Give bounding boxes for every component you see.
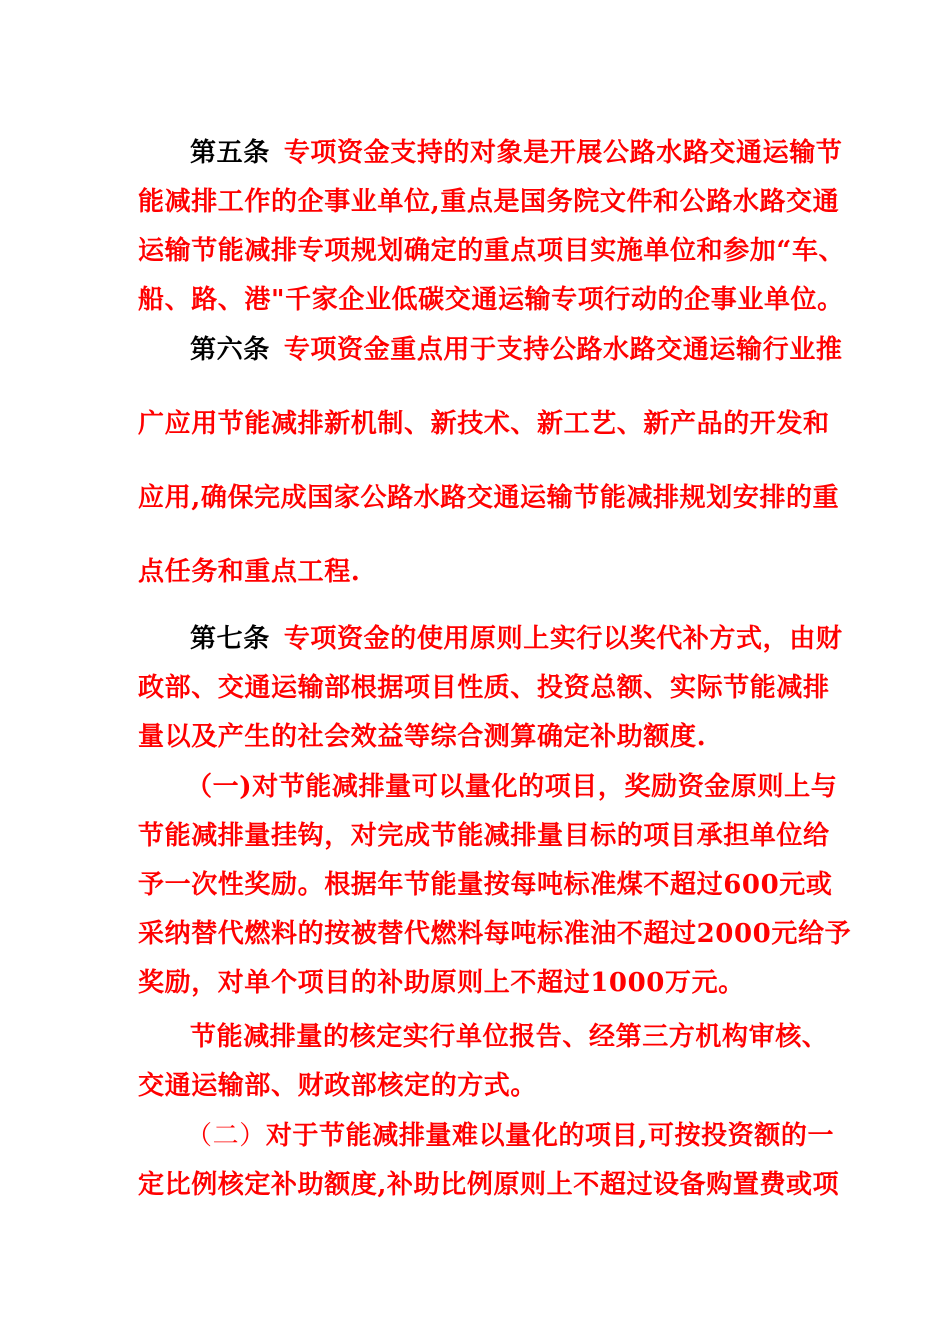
article7-line-3: 量以及产生的社会效益等综合测算确定补助额度. <box>138 722 707 752</box>
article5-line-3: 运输节能减排专项规划确定的重点项目实施单位和参加“车、 <box>138 236 846 266</box>
article7-label: 第七条 <box>190 624 270 654</box>
article5-text: 专项资金支持的对象是开展公路水路交通运输节 <box>283 138 843 168</box>
article6-label: 第六条 <box>190 335 270 365</box>
article5-line-1 <box>190 136 843 170</box>
article6-line-3: 应用,确保完成国家公路水路交通运输节能减排规划安排的重 <box>138 483 840 513</box>
article6-line-1 <box>190 333 843 367</box>
item1-line-2: 节能减排量挂钩，对完成节能减排量目标的项目承担单位给 <box>138 821 830 851</box>
article7-line-2: 政部、交通运输部根据项目性质、投资总额、实际节能减排 <box>138 673 830 703</box>
verification-line-2: 交通运输部、财政部核定的方式。 <box>138 1071 538 1101</box>
item2-prefix: （二） <box>186 1121 266 1151</box>
verification-line-1: 节能减排量的核定实行单位报告、经第三方机构审核、 <box>190 1022 829 1052</box>
article6-text: 专项资金重点用于支持公路水路交通运输行业推 <box>283 335 843 365</box>
item1-line-4: 采纳替代燃料的按被替代燃料每吨标准油不超过2000元给予 <box>138 919 852 949</box>
article7-text: 专项资金的使用原则上实行以奖代补方式，由财 <box>283 624 843 654</box>
article6-line-2: 广应用节能减排新机制、新技术、新工艺、新产品的开发和 <box>138 409 830 439</box>
article5-line-2: 能减排工作的企事业单位,重点是国务院文件和公路水路交通 <box>138 187 840 217</box>
article5-line-4: 船、路、港"千家企业低碳交通运输专项行动的企事业单位。 <box>138 285 844 315</box>
article6-line-4: 点任务和重点工程. <box>138 557 361 587</box>
item1-line-5: 奖励，对单个项目的补助原则上不超过1000万元。 <box>138 968 745 998</box>
item2-line-2: 定比例核定补助额度,补助比例原则上不超过设备购置费或项 <box>138 1170 840 1200</box>
item2-line-1 <box>186 1119 835 1153</box>
item2-text: 对于节能减排量难以量化的项目,可按投资额的一 <box>265 1121 835 1151</box>
item1-line-1: （一)对节能减排量可以量化的项目，奖励资金原则上与 <box>186 772 838 802</box>
article7-line-1 <box>190 622 843 656</box>
item1-line-3: 予一次性奖励。根据年节能量按每吨标准煤不超过600元或 <box>138 870 833 900</box>
article5-label: 第五条 <box>190 138 270 168</box>
